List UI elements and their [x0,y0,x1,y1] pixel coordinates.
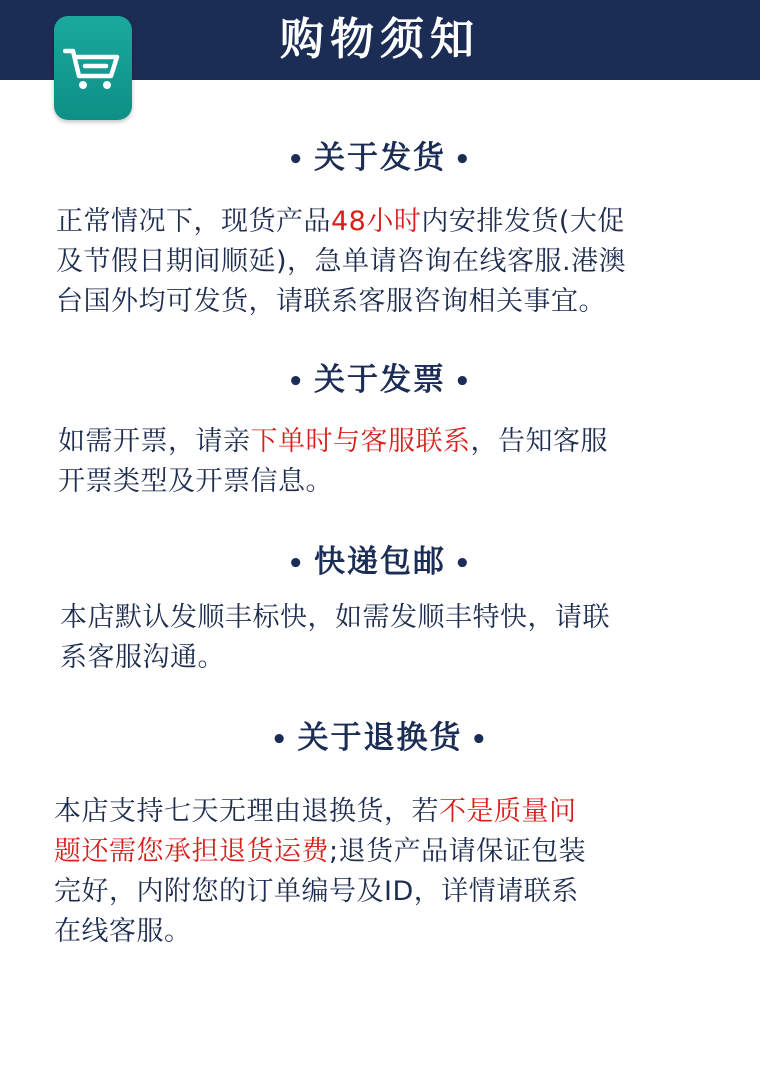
section-title: • 关于发货 • [287,140,473,176]
body-line: 系客服沟通。 [60,642,225,673]
body-line: 完好，内附您的订单编号及ID，详情请联系 [54,876,579,907]
highlight-text: 不是质量问 [439,796,577,827]
section-title: • 快递包邮 • [287,544,473,580]
section-returns [0,718,760,947]
highlight-text: 下单时与客服联系 [250,426,471,457]
section-body [58,422,738,502]
section-shipping [0,138,760,317]
section-title: • 关于发票 • [287,362,473,398]
section-invoice [0,360,760,497]
section-express [0,542,760,673]
body-line: 开票类型及开票信息。 [58,466,333,497]
body-line: 台国外均可发货，请联系客服咨询相关事宜。 [56,286,606,317]
body-line: 题还需您承担退货运费;退货产品请保证包装 [54,836,587,867]
body-line: 在线客服。 [54,916,192,947]
section-body [56,202,736,322]
highlight-text: 48小时 [331,206,422,237]
cart-badge [54,16,132,120]
section-title: • 关于退换货 • [270,720,490,756]
body-line: 如需开票，请亲下单时与客服联系，告知客服 [58,426,608,457]
highlight-text: 题还需您承担退货运费 [54,836,329,867]
body-line: 本店支持七天无理由退换货，若不是质量问 [54,796,577,827]
page-title: 购物须知 [280,14,480,65]
section-body [54,792,744,952]
body-line: 正常情况下，现货产品48小时内安排发货(大促 [56,206,625,237]
shopping-cart-icon [63,46,123,92]
section-body [60,598,740,678]
body-line: 本店默认发顺丰标快，如需发顺丰特快，请联 [60,602,610,633]
body-line: 及节假日期间顺延)，急单请咨询在线客服.港澳 [56,246,627,277]
